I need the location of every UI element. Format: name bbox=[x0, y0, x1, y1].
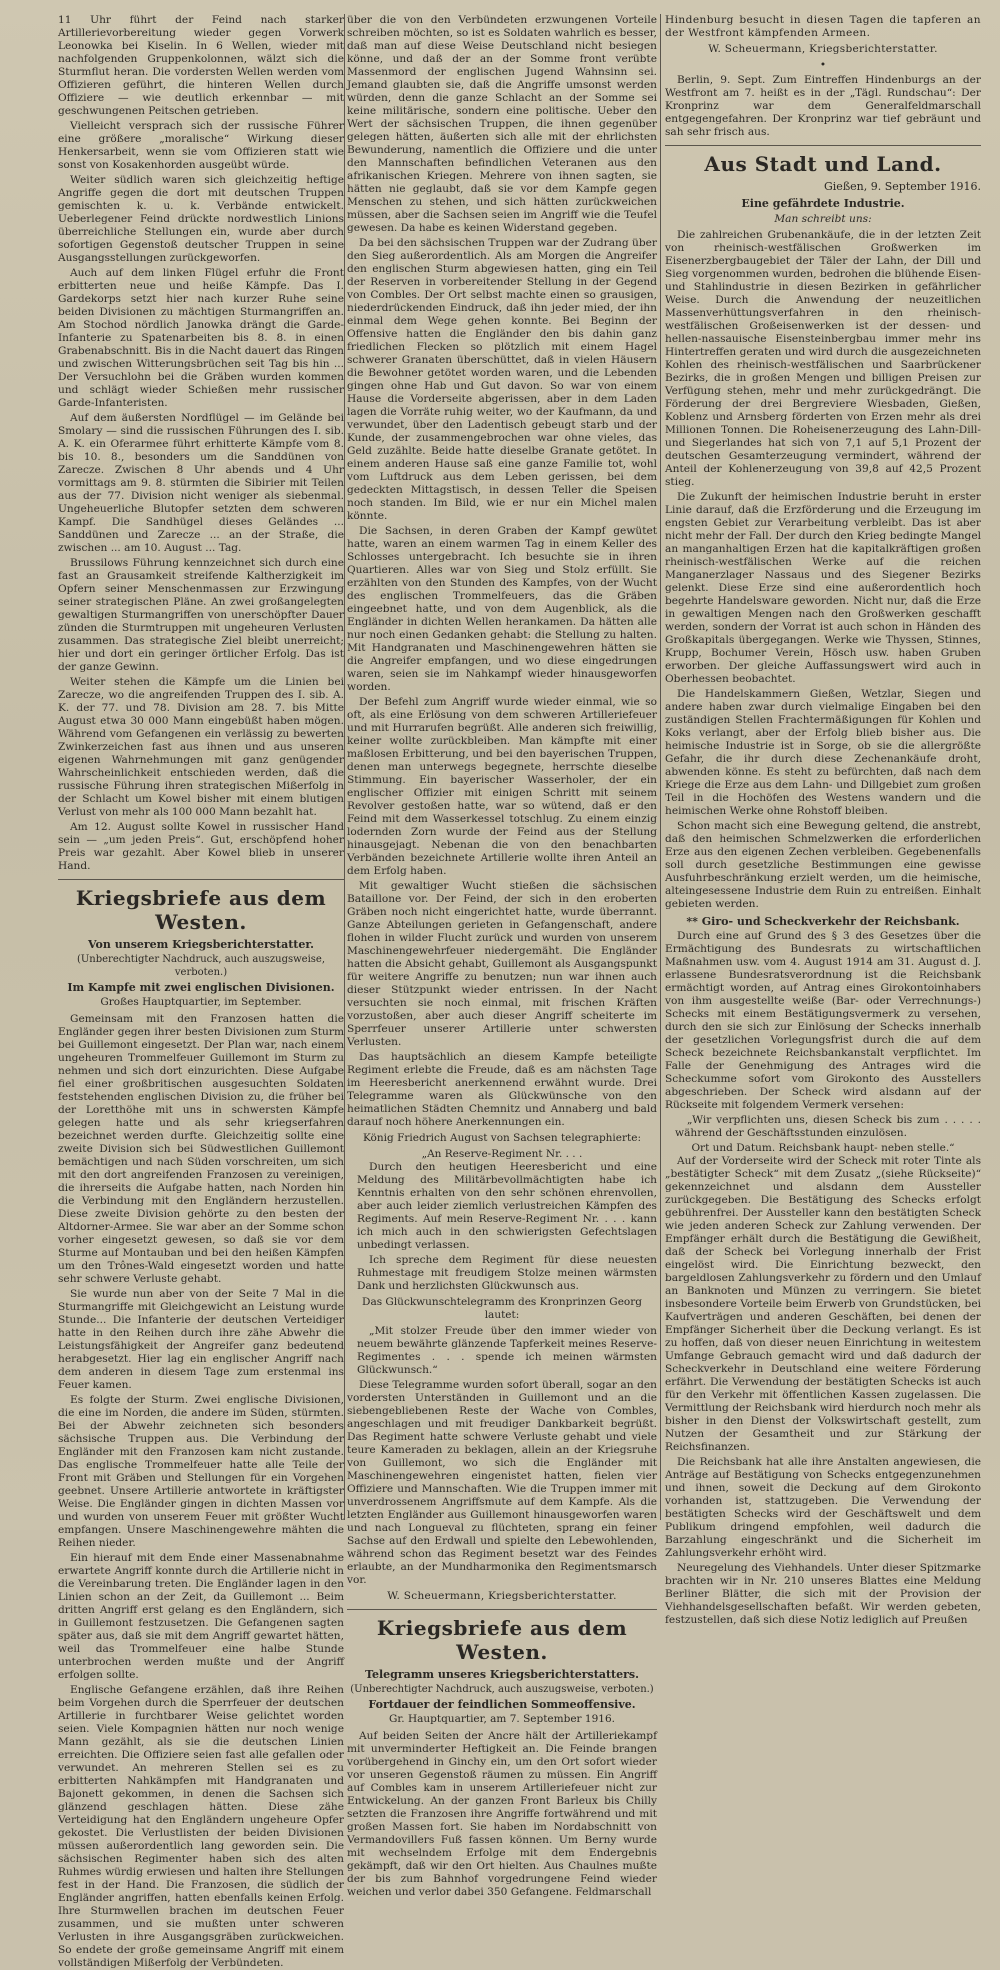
section-dot: • bbox=[819, 59, 827, 71]
section-dateline: Gießen, 9. September 1916. bbox=[824, 180, 981, 193]
paragraph: Durch eine auf Grund des § 3 des Gesetzes über die Ermächtigung des Bundesrats zu wirtschaftlichen Maßnahmen usw. vom 4. August 1914 am 31. August d. J. erlassene Bundesratsverordnung ist die Reichsbank ermächtigt worden, auf Antrag eines Girokontoinhabers von ihm ausgestellte weiße (Bar- oder Verrechnungs-) Schecks mit einem Bestätigungsvermerk zu versehen, durch den sie sich zur Einlösung der Schecks innerhalb der gesetzlichen Vorlegungsfrist durch die auf dem Scheck bezeichnete Reichsbankanstalt verpflichtet. Im Falle der Genehmigung des Antrages wird die Scheckumme sofort vom Girokonto des Ausstellers abgeschrieben. Der Scheck wird alsdann auf der Rückseite mit folgendem Vermerk versehen: bbox=[665, 930, 981, 1111]
paragraph: Auf beiden Seiten der Ancre hält der Artilleriekampf mit unverminderter Heftigkeit an. Die Feinde brangen vorübergehend in Ginchy ein, um den Ort sofort wieder vor unseren Gegenstoß räumen zu müssen. Ein Angriff auf Combles kam in unserem Artilleriefeuer nicht zur Entwickelung. An der ganzen Front Barleux bis Chilly setzten die Franzosen ihre Angriffe fortwährend und mit großen Massen fort. Sie haben im Nordabschnitt von Vermandovillers Fuß fassen können. Um Berny wurde mit wechselndem Erfolge mit dem Endergebnis gekämpft, daß wir den Ort hielten. Aus Chaulnes mußte der bis zum Bahnhof vorgedrungene Feind wieder weichen und verlor dabei 350 Gefangene. Feldmarschall bbox=[347, 1730, 657, 1898]
paragraph: Weiter stehen die Kämpfe um die Linien bei Zarecze, wo die angreifenden Truppen des I. sib. A. K. der 77. und 78. Division am 28. 7. bis Mitte August etwa 30 000 Mann eingebüßt haben mögen. Während vom Gefangenen ein verlässig zu bewerten Zwinkerzeichen fast aus ihnen und aus unseren eigenen Wahrnehmungen mit ganz genügender Wahrscheinlichkeit entschieden werden, daß die russische Führung ihren strategischen Mißerfolg in der Schlacht um Kowel bisher mit einem blutigen Verlust von mehr als 100 000 Mann bezahlt hat. bbox=[58, 676, 344, 818]
paragraph: Gemeinsam mit den Franzosen hatten die Engländer gegen ihrer besten Divisionen zum Sturm bei Guillemont eingesetzt. Der Plan war, nach einem ungeheuren Trommelfeuer Guillemont im Sturm zu nehmen und sich dort einzurichten. Diese Aufgabe fiel einer großbritischen ausgesuchten Soldaten feststehenden englischen Division zu, die früher bei der Loretthöhe mit uns in schwersten Kämpfe gelegen hatte und als sehr kriegserfahren bezeichnet werden durfte. Gleichzeitig sollte eine zweite Division sich bei Südwestlichen Guillemont bemächtigen und nach Süden vorschreiten, um sich mit den dort angreifenden Franzosen zu vereinigen, die ihrerseits die Aufgabe hatten, nach Norden hin die Verbindung mit den Engländern herzustellen. Diese zweite Division gehörte zu den besten der Altdorner-Armee. Sie war aber an der Somme schon vorher eingesetzt gewesen, so daß sie vor dem Sturme auf Montauban und bei den heißen Kämpfen um den Trônes-Wald eingesetzt worden und hatte sehr schwere Verluste gehabt. bbox=[58, 1013, 344, 1285]
article-subheadline: Telegramm unseres Kriegsberichterstatters. bbox=[365, 1668, 639, 1681]
section-rule bbox=[347, 1609, 657, 1610]
telegram-address: „An Reserve-Regiment Nr. . . . bbox=[421, 1148, 583, 1160]
paragraph: Die Reichsbank hat alle ihre Anstalten angewiesen, die Anträge auf Bestätigung von Schecks entgegenzunehmen und ihnen, soweit die Deckung auf dem Girokonto vorhanden ist, stattzugeben. Die Verwendung der bestätigten Schecks wird der Geschäftswelt und dem Publikum dringend empfohlen, weil dadurch die Barzahlung eingeschränkt und die Sicherheit im Zahlungsverkehr erhöht wird. bbox=[665, 1456, 981, 1559]
article-title: Im Kampfe mit zwei englischen Divisionen. bbox=[67, 981, 335, 994]
column-2 bbox=[347, 14, 657, 1898]
section-rule bbox=[58, 879, 344, 880]
paragraph: 11 Uhr führt der Feind nach starker Artillerievorbereitung wieder gegen Vorwerk Leonowka bei Kiselin. In 6 Wellen, wieder mit nachfolgenden Gruppenkolonnen, wälzt sich die Sturmflut heran. Die vordersten Wellen werden vom Offizieren geführt, die hinteren Wellen durch Offiziere — wie deutlich erkennbar — mit geschwungenen Peitschen getrieben. bbox=[58, 14, 344, 117]
author-signature: W. Scheuermann, Kriegsberichterstatter. bbox=[387, 1590, 617, 1602]
paragraph: über die von den Verbündeten erzwungenen Vorteile schreiben möchten, so ist es Soldaten wahrlich es besser, daß man auf diese Weise Deutschland nicht besiegen könne, und daß der an der Somme front verübte Massenmord der englischen Jugend Wahnsinn sei. Jemand glaubten sie, daß die Angriffe umsonst werden würden, denn die ganze Schlacht an der Somme sei keine militärische, sondern eine politische. Ueber den Wert der sächsischen Truppen, die ihnen gegenüber gelegen hätten, äußerten sich alle mit der ehrlichsten Bewunderung, namentlich die Offiziere und die unter den Mannschaften befindlichen Veteranen aus den afrikanischen Kriegen. Mehrere von ihnen sagten, sie hätten nie geglaubt, daß sie vor dem Kampfe gegen Menschen zu stehen, und sich hätten zurückweichen müssen, aber die Sachsen seien im Angriff wie die Teufel gewesen. Da habe es keinen Widerstand gegeben. bbox=[347, 14, 657, 234]
paragraph: Es folgte der Sturm. Zwei englische Divisionen, die eine im Norden, die andere im Süden, stürmten. Bei der Abwehr zeichneten sich besonders sächsische Truppen aus. Die Verbindung der Engländer mit den Franzosen kam nicht zustande. Das englische Trommelfeuer hatte alle Teile der Front mit Gräben und Stellungen für ein Vorgehen geebnet. Unsere Artillerie antwortete in kräftigster Weise. Die Engländer gingen in dichten Massen vor und wurden von unserem Feuer mit größter Wucht empfangen. Unsere Maschinengewehre mähten die Reihen nieder. bbox=[58, 1394, 344, 1549]
telegram-text: Durch den heutigen Heeresbericht und eine Meldung des Militärbevollmächtigten habe ich Kenntnis erhalten von den sehr schönen ehrenvollen, aber auch leider ziemlich verlustreichen Kämpfen des Regiments. Auf mein Reserve-Regiment Nr. . . . kann ich mich auch in den schwierigsten Gefechtslagen unbedingt verlassen. bbox=[357, 1161, 657, 1251]
paragraph: Auch auf dem linken Flügel erfuhr die Front erbitterten neue und heiße Kämpfe. Das I. Gardekorps setzt hier nach kurzer Ruhe seine beiden Divisionen zu mächtigen Sturmangriffen an. Am Stochod nördlich Janowka drängt die Garde-Infanterie zu Spatenarbeiten bis 8. 8. in einen Grabenabschnitt. Bis in die Nacht dauert das Ringen und zwischen Witterungsbrüchen seit Tag bis hin ... Der Versuchlohn bei die Gräben wurden kommen und schlägt wieder Schießen mehr russischer Garde-Infanteristen. bbox=[58, 267, 344, 409]
paragraph: Der Befehl zum Angriff wurde wieder einmal, wie so oft, als eine Erlösung von dem schweren Artilleriefeuer und mit Hurrarufen begrüßt. Alle anderen sich freiwillig, keiner wollte zurückbleiben. Man kämpfte mit einer maßlosen Erbitterung, und bei den bayerischen Truppen, denen man unterwegs begegnete, herrschte dieselbe Stimmung. Ein bayerischer Wasserholer, der ein englischer Offizier mit einigen Schritt mit seinem Revolver gestoßen hatte, war so wütend, daß er den Feind mit dem Wasserkessel totschlug. Zu einem einzig lodernden Zorn wurde der Feind aus der Stellung hinausgejagt. Nebenan die von den benachbarten Verbänden bezeichnete Artillerie wollte ihren Anteil an dem Erfolg haben. bbox=[347, 696, 657, 877]
column-rule bbox=[344, 14, 345, 1520]
paragraph: Die Handelskammern Gießen, Wetzlar, Siegen und andere haben zwar durch vielmalige Eingaben bei den zuständigen Stellen Frachtermäßigungen für Kohlen und Koks verlangt, aber der Erfolg blieb bisher aus. Die heimische Industrie ist in Sorge, ob sie die allergrößte Gefahr, die ihr durch diese Zechenankäufe droht, abwenden könne. Es steht zu befürchten, daß nach dem Kriege die Erze aus dem Lahn- und Dillgebiet zum großen Teil in die Hochöfen des Westens wandern und die heimischen Werke ohne Rohstoff bleiben. bbox=[665, 688, 981, 817]
check-endorsement: „Wir verpflichten uns, diesen Scheck bis zum . . . . . während der Geschäftsstunden einzulösen. bbox=[675, 1114, 981, 1139]
paragraph: Diese Telegramme wurden sofort überall, sogar an den vordersten Unterständen in Guillemont und an die siebengebliebenen Reste der Wache von Combles, angeschlagen und mit freudiger Dankbarkeit begrüßt. Das Regiment hatte schwere Verluste gehabt und viele teure Kameraden zu beklagen, allein an der Kriegsruhe von Guillemont, wo sich die Engländer mit Maschinengewehren eingenistet hatten, fielen vier Offiziere und Mannschaften. Wie die Truppen immer mit unverdrossenem Angriffsmute auf dem Kampfe. Als die letzten Engländer aus Guillemont hinausgeworfen waren und nach Longueval zu flüchteten, sprang ein feiner Sachse auf den Erdwall und spielte den Lebewohlenden, während schon das Regiment besetzt war des Feindes erlaubte, an der Mundharmonika den Regimentsmarsch vor. bbox=[347, 1379, 657, 1586]
paragraph: Hindenburg besucht in diesen Tagen die tapferen an der Westfront kämpfenden Armeen. bbox=[665, 14, 981, 39]
article-headline: Kriegsbriefe aus dem Westen. bbox=[376, 1616, 628, 1664]
column-3 bbox=[665, 14, 981, 1626]
paragraph: Weiter südlich waren sich gleichzeitig heftige Angriffe gegen die dort mit deutschen Truppen gemischten k. u. k. Verbände entwickelt. Ueberlegener Feind drückte nordwestlich Linions überreichliche Stellungen ein, wurde aber durch sofortigen Gegenstoß deutscher Truppen in seine Ausgangsstellungen zurückgeworfen. bbox=[58, 174, 344, 264]
paragraph: Berlin, 9. Sept. Zum Eintreffen Hindenburgs an der Westfront am 7. heißt es in der „Tägl. Rundschau“: Der Kronprinz war dem Generalfeldmarschall entgegengefahren. Der Kronprinz war tief gebräunt und sah sehr frisch aus. bbox=[665, 74, 981, 138]
check-signature-line: Ort und Datum. Reichsbank haupt- neben stelle.“ bbox=[691, 1142, 955, 1154]
article-byline: Man schreibt uns: bbox=[774, 213, 872, 225]
paragraph: Schon macht sich eine Bewegung geltend, die anstrebt, daß den heimischen Schmelzwerken die erforderlichen Erze aus den eigenen Zechen verbleiben. Gegebenenfalls soll durch gesetzliche Bestimmungen eine gewisse Ausfuhrbeschränkung erzielt werden, um die heimische, alteingesessene Industrie dem Ruin zu entreißen. Einhalt gebieten werden. bbox=[665, 820, 981, 910]
reprint-notice: (Unberechtigter Nachdruck, auch auszugsweise, verboten.) bbox=[350, 1684, 654, 1695]
paragraph: Neuregelung des Viehhandels. Unter dieser Spitzmarke brachten wir in Nr. 210 unseres Blattes eine Meldung Berliner Blätter, die sich mit der Provision der Viehhandelsgesellschaften befaßt. Wir werden gebeten, festzustellen, daß sich diese Notiz lediglich auf Preußen bbox=[665, 1562, 981, 1626]
telegram-text: „Mit stolzer Freude über den immer wieder von neuem bewährte glänzende Tapferkeit meines Reserve-Regimentes . . . spende ich meinen wärmsten Glückwunsch.“ bbox=[357, 1325, 657, 1376]
article-subheadline: Von unserem Kriegsberichterstatter. bbox=[88, 938, 314, 951]
paragraph: Mit gewaltiger Wucht stießen die sächsischen Bataillone vor. Der Feind, der sich in den eroberten Gräben noch nicht eingerichtet hatte, wurde überrannt. Ganze Abteilungen gerieten in Gefangenschaft, andere flohen in wilder Flucht zurück und wurden von unserem Maschinengewehrfeuer niedergemäht. Die Engländer hatten die Absicht gehabt, Guillemont als Ausgangspunkt für weitere Angriffe zu benutzen; nun war ihnen auch dieser Stützpunkt wieder entrissen. In der Nacht versuchten sie noch einmal, mit frischen Kräften vorzustoßen, aber auch dieser Angriff scheiterte im Sperrfeuer unserer Artillerie unter schwersten Verlusten. bbox=[347, 880, 657, 1048]
column-rule bbox=[660, 14, 661, 1520]
article-dateline: Großes Hauptquartier, im September. bbox=[100, 996, 302, 1008]
paragraph: Vielleicht versprach sich der russische Führer eine größere „moralische“ Wirkung dieser Henkersarbeit, wenn sie vom Offizieren statt wie sonst von Kosakenhorden ausgeübt würde. bbox=[58, 120, 344, 171]
section-headline: Aus Stadt und Land. bbox=[704, 152, 942, 176]
column-1 bbox=[58, 14, 344, 1969]
paragraph: Die Zukunft der heimischen Industrie beruht in erster Linie darauf, daß die Erzförderung und die Erzeugung im engsten Gebiet zur Verarbeitung verbleibt. Das ist aber nicht mehr der Fall. Der durch den Krieg bedingte Mangel an manganhaltigen Erzen hat die kapitalkräftigen großen rheinisch-westfälischen Werke auf die reichen Manganerzlager Nassaus und des Siegener Bezirks gelenkt. Diese Erze sind eine außerordentlich hoch begehrte Handelsware geworden. Nicht nur, daß die Erze in gewaltigen Mengen nach den Großwerken geschafft werden, sondern der Vorrat ist auch schon in Händen des Großkapitals übergegangen. Werke wie Thyssen, Stinnes, Krupp, Bochumer Verein, Hösch usw. haben Gruben erworben. Der gleiche Auffassungswert wird auch in Oberhessen beobachtet. bbox=[665, 491, 981, 685]
article-title: Eine gefährdete Industrie. bbox=[741, 197, 905, 210]
paragraph: Die Sachsen, in deren Graben der Kampf gewütet hatte, waren an einem warmen Tag in einem Keller des Schlosses untergebracht. Ich besuchte sie in ihren Quartieren. Alles war von Sieg und Stolz erfüllt. Sie erzählten von den Stunden des Kampfes, von der Wucht des englischen Trommelfeuers, das die Gräben eingeebnet hatte, und von dem Augenblick, als die Engländer in dichten Wellen herankamen. Da hätten alle nur noch einen Gedanken gehabt: die Stellung zu halten. Mit Handgranaten und Maschinengewehren hätten sie die Angreifer empfangen, und wo diese eingedrungen waren, seien sie im Nahkampf wieder hinausgeworfen worden. bbox=[347, 525, 657, 693]
paragraph: Das hauptsächlich an diesem Kampfe beteiligte Regiment erlebte die Freude, daß es am nächsten Tage im Heeresbericht anerkennend erwähnt wurde. Drei Telegramme waren als Glückwünsche von den heimatlichen Städten Chemnitz und Annaberg und bald darauf noch höhere Anerkennungen ein. bbox=[347, 1051, 657, 1128]
paragraph: Ein hierauf mit dem Ende einer Massenabnahme erwartete Angriff konnte durch die Artillerie nicht in die Vereinbarung treten. Die Engländer lagen in den Linien schon an der Zeit, da Guillemont ... Beim dritten Angriff erst gelang es den Engländern, sich in Guillemont festzusetzen. Die Gefangenen sagten später aus, daß sie mit dem Angriff gewartet hätten, weil das Trommelfeuer eine halbe Stunde unterbrochen werden mußte und der Angriff erfolgen sollte. bbox=[58, 1552, 344, 1681]
paragraph: Am 12. August sollte Kowel in russischer Hand sein — „um jeden Preis“. Gut, erschöpfend hoher Preis war gezahlt. Aber Kowel blieb in unserer Hand. bbox=[58, 821, 344, 872]
article-title: ** Giro- und Scheckverkehr der Reichsbank. bbox=[686, 915, 960, 928]
paragraph: Englische Gefangene erzählen, daß ihre Reihen beim Vorgehen durch die Sperrfeuer der deutschen Artillerie in furchtbarer Weise gelichtet worden seien. Viele Kompagnien hätten nur noch wenige Mann gezählt, als sie die deutschen Linien erreichten. Die Offiziere seien fast alle gefallen oder verwundet. An mehreren Stellen sei es zu erbitterten Nahkämpfen mit Handgranaten und Bajonett gekommen, in denen die Sachsen sich glänzend geschlagen hätten. Diese zähe Verteidigung hat den Engländern ungeheure Opfer gekostet. Die Verlustlisten der beiden Divisionen müssen außerordentlich lang geworden sein. Die sächsischen Regimenter haben sich des alten Ruhmes würdig erwiesen und halten ihre Stellungen fest in der Hand. Die Franzosen, die südlich der Engländer angriffen, hatten ebenfalls keinen Erfolg. Ihre Sturmwellen brachen im deutschen Feuer zusammen, und sie mußten unter schweren Verlusten in ihre Ausgangsgräben zurückweichen. So endete der große gemeinsame Angriff mit einem vollständigen Mißerfolg der Verbündeten. bbox=[58, 1684, 344, 1969]
section-rule bbox=[665, 145, 981, 146]
paragraph: Brussilows Führung kennzeichnet sich durch eine fast an Grausamkeit streifende Kaltherzigkeit im Opfern seiner Menschenmassen zur Erzwingung seiner strategischen Pläne. An zwei großangelegten gewaltigen Sturmangriffen von unerschöpfter Dauer zünden die Sturmtruppen mit ungeheuren Verlusten zusammen. Das strategische Ziel bleibt unerreicht; hier und dort ein geringer örtlicher Erfolg. Das ist der ganze Gewinn. bbox=[58, 557, 344, 673]
article-dateline: Gr. Hauptquartier, am 7. September 1916. bbox=[389, 1713, 615, 1725]
paragraph: Die zahlreichen Grubenankäufe, die in der letzten Zeit von rheinisch-westfälischen Großwerken im Eisenerzbergbaugebiet der Täler der Lahn, der Dill und Sieg vorgenommen wurden, bedrohen die blühende Eisen- und Stahlindustrie in diesen Bezirken in gefährlicher Weise. Durch die Anwendung der neuzeitlichen Massenverhüttungsverfahren in den rheinisch-westfälischen Großeisenwerken ist der dessen- und hellen-nassauische Eisensteinbergbau immer mehr ins Hintertreffen geraten und wird durch die ausgezeichneten Kohlen des rheinisch-westfälischen und Saarbrückener Bezirks, die in großen Mengen und billigen Preisen zur Verfügung stehen, mehr und mehr zurückgedrängt. Die Förderung der drei Bergreviere Wiesbaden, Gießen, Koblenz und Arnsberg förderten von Erzen mehr als drei Millionen Tonnen. Die Roheisenerzeugung des Lahn-Dill- und Siegerlandes hat sich von 7,1 auf 5,1 Prozent der deutschen Gesamterzeugung vermindert, während der Anteil der Kohlenerzeugung von 39,8 auf 42,5 Prozent stieg. bbox=[665, 229, 981, 488]
paragraph: Auf dem äußersten Nordflügel — im Gelände bei Smolary — sind die russischen Führungen des I. sib. A. K. ein Oferarmee führt erhitterte Kämpfe vom 8. bis 10. 8., besonders um die Sanddünen von Zarecze. Zwischen 8 Uhr abends und 4 Uhr vormittags am 9. 8. stürmten die Sibirier mit Teilen aus der 77. Division nicht weniger als siebenmal. Ungeheuerliche Blutopfer setzten dem schweren Kampf. Die Sandhügel dieses Geländes ... Sanddünen und Zarecze ... an der Straße, die zwischen ... am 10. August ... Tag. bbox=[58, 412, 344, 554]
paragraph: Sie wurde nun aber von der Seite 7 Mal in die Sturmangriffe mit Gleichgewicht an Leistung wurde Stunde... Die Infanterie der deutschen Verteidiger hatte in den Reihen durch ihre zähe Abwehr die Leistungsfähigkeit der Angreifer ganz bedeutend herabgesetzt. Hier lag ein englischer Angriff nach dem anderen in diesem Tage zum erstenmal ins Feuer kamen. bbox=[58, 1288, 344, 1391]
author-signature: W. Scheuermann, Kriegsberichterstatter. bbox=[708, 43, 938, 55]
telegram-intro: König Friedrich August von Sachsen telegraphierte: bbox=[363, 1132, 641, 1144]
telegram-text: Ich spreche dem Regiment für diese neuesten Ruhmestage mit freudigem Stolze meinen wärmsten Dank und herzlichsten Glückwunsch aus. bbox=[357, 1254, 657, 1292]
reprint-notice: (Unberechtigter Nachdruck, auch auszugsweise, verboten.) bbox=[76, 954, 326, 978]
telegram-intro: Das Glückwunschtelegramm des Kronprinzen Georg lautet: bbox=[362, 1296, 642, 1321]
paragraph: Da bei den sächsischen Truppen war der Zudrang über den Sieg außerordentlich. Als am Morgen die Angreifer den englischen Sturm abgewiesen hatten, ging ein Teil der Reserven in vorbereitender Stellung in der Gegend von Combles. Der Ort selbst machte einen so grausigen, niederdrückenden Eindruck, daß ihn jeder mied, der ihn einmal dem Wege gehen konnte. Bei Beginn der Offensive hatten die Engländer den bis dahin ganz friedlichen Flecken so plötzlich mit einem Hagel schwerer Granaten überschüttet, daß in vielen Häusern die Bewohner getötet worden waren, und die Lebenden gingen ohne Hab und Gut davon. So war von einem Hause die Vorderseite abgerissen, aber in dem Laden lagen die Vorräte ruhig weiter, wo der Kaufmann, da und verwundet, über den Ladentisch gebeugt starb und der Kunde, der zusammengebrochen war ohne vieles, das Geld zuzählte. Beide hatte dieselbe Granate getötet. In einem anderen Hause saß eine ganze Familie tot, wohl vom Luftdruck aus dem Leben gerissen, bei dem gedeckten Mittagstisch, in dessen Teller die Speisen noch standen. Im Bild, wie er nur ein Michel malen könnte. bbox=[347, 237, 657, 522]
paragraph: Auf der Vorderseite wird der Scheck mit roter Tinte als „bestätigter Scheck“ mit dem Zusatz „(siehe Rückseite)“ gekennzeichnet und alsdann dem Aussteller zurückgegeben. Die Bestätigung des Schecks erfolgt gebührenfrei. Der Aussteller kann den bestätigten Scheck wie jeden anderen Scheck zur Zahlung verwenden. Der Empfänger erhält durch die Bestätigung die Gewißheit, daß der Scheck bei Vorlegung innerhalb der Frist eingelöst wird. Die Einrichtung bezweckt, den bargeldlosen Zahlungsverkehr zu fördern und den Umlauf an Banknoten und Münzen zu verringern. Sie bietet insbesondere Vorteile beim Erwerb von Grundstücken, bei Kaufverträgen und anderen Geschäften, bei denen der Empfänger Sicherheit über die Deckung verlangt. Es ist zu hoffen, daß von dieser neuen Einrichtung in weitestem Umfange Gebrauch gemacht wird und daß dadurch der Scheckverkehr in Deutschland eine weitere Förderung erfährt. Die Verwendung der bestätigten Schecks ist auch für den Verkehr mit öffentlichen Kassen zugelassen. Die Vermittlung der Reichsbank wird hierdurch noch mehr als bisher in den Dienst der Volkswirtschaft gestellt, zum Nutzen der Gesamtheit und zur Stärkung der Reichsfinanzen. bbox=[665, 1155, 981, 1453]
article-headline: Kriegsbriefe aus dem Westen. bbox=[75, 886, 327, 934]
article-title: Fortdauer der feindlichen Sommeoffensive. bbox=[368, 1698, 636, 1711]
